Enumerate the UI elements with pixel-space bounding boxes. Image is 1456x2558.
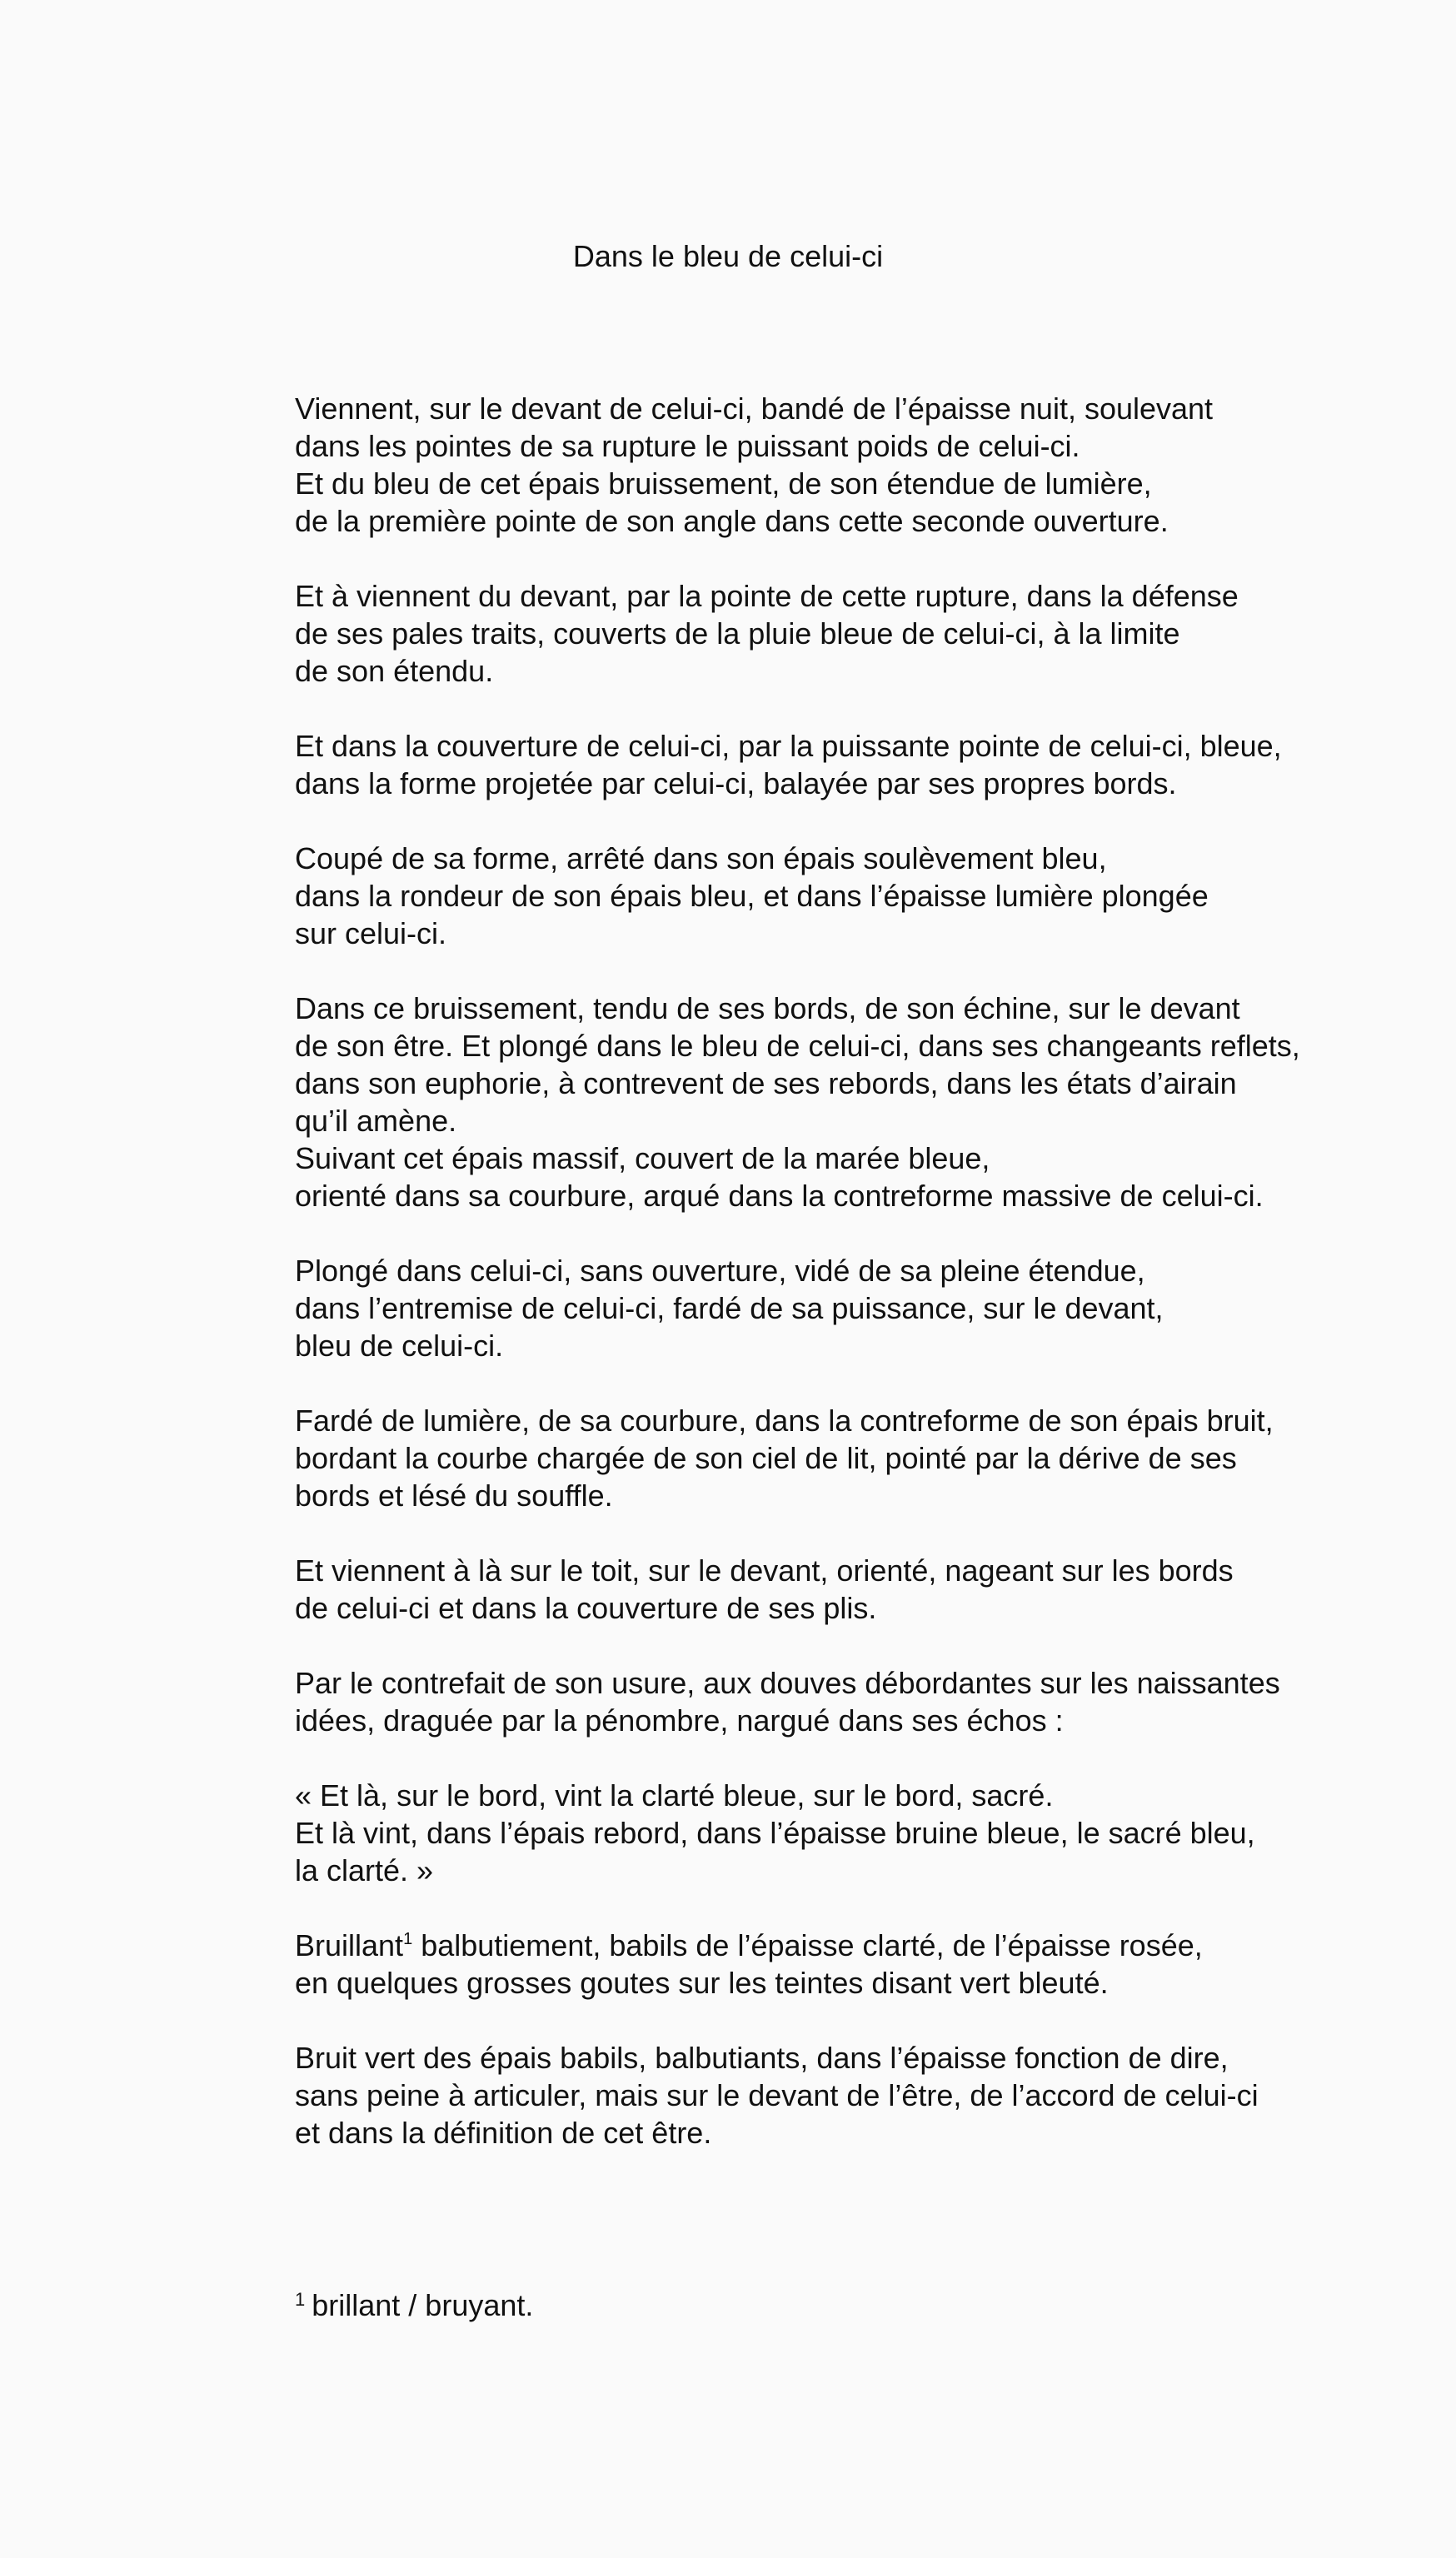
poem-line: de ses pales traits, couverts de la pluie bleue de celui-ci, à la limite: [295, 616, 1180, 651]
poem-body: [295, 390, 1394, 2189]
stanza-11: [295, 1927, 1394, 2002]
poem-line: dans son euphorie, à contrevent de ses rebords, dans les états d’airain: [295, 1066, 1237, 1100]
poem-line: Viennent, sur le devant de celui-ci, bandé de l’épaisse nuit, soulevant: [295, 391, 1214, 426]
stanza-1: [295, 390, 1394, 540]
poem-line: sans peine à articuler, mais sur le devant de l’être, de l’accord de celui-ci: [295, 2078, 1259, 2112]
poem-line: Et à viennent du devant, par la pointe de cette rupture, dans la défense: [295, 579, 1239, 613]
footnote: [295, 2286, 533, 2324]
stanza-12: [295, 2039, 1394, 2152]
poem-line: dans la rondeur de son épais bleu, et dans l’épaisse lumière plongée: [295, 879, 1209, 913]
poem-line: bleu de celui-ci.: [295, 1329, 504, 1363]
poem-line: en quelques grosses goutes sur les teintes disant vert bleuté.: [295, 1966, 1109, 2000]
poem-title: Dans le bleu de celui-ci: [572, 239, 884, 273]
stanza-5: [295, 990, 1394, 1214]
poem-line: Et là vint, dans l’épais rebord, dans l’épaisse bruine bleue, le sacré bleu,: [295, 1816, 1255, 1850]
poem-line: dans la forme projetée par celui-ci, balayée par ses propres bords.: [295, 766, 1177, 800]
stanza-10: [295, 1777, 1394, 1889]
stanza-3: [295, 727, 1394, 802]
poem-line: de la première pointe de son angle dans cette seconde ouverture.: [295, 504, 1169, 538]
footnote-reference[interactable]: 1: [403, 1930, 413, 1948]
stanza-7: [295, 1402, 1394, 1514]
poem-line: bordant la courbe chargée de son ciel de lit, pointé par la dérive de ses: [295, 1441, 1237, 1475]
poem-line: Coupé de sa forme, arrêté dans son épais soulèvement bleu,: [295, 841, 1107, 875]
poem-line: Et dans la couverture de celui-ci, par la puissante pointe de celui-ci, bleue,: [295, 729, 1282, 763]
stanza-8: [295, 1552, 1394, 1627]
poem-line: de celui-ci et dans la couverture de ses plis.: [295, 1591, 877, 1625]
poem-line: Et viennent à là sur le toit, sur le devant, orienté, nageant sur les bords: [295, 1553, 1234, 1588]
poem-line: et dans la définition de cet être.: [295, 2116, 712, 2150]
poem-line: dans l’entremise de celui-ci, fardé de sa puissance, sur le devant,: [295, 1291, 1164, 1325]
poem-line: Plongé dans celui-ci, sans ouverture, vidé de sa pleine étendue,: [295, 1254, 1145, 1288]
poem-line: Fardé de lumière, de sa courbure, dans la contreforme de son épais bruit,: [295, 1404, 1274, 1438]
stanza-2: [295, 577, 1394, 690]
poem-line: la clarté. »: [295, 1853, 434, 1887]
poem-line: « Et là, sur le bord, vint la clarté bleue, sur le bord, sacré.: [295, 1778, 1054, 1813]
poem-line: [295, 1927, 1394, 1964]
footnote-mark: 1: [295, 2289, 306, 2310]
poem-line: de son étendu.: [295, 654, 494, 688]
line-remainder: balbutiement, babils de l’épaisse clarté, de l’épaisse rosée,: [421, 1928, 1203, 1962]
stanza-4: [295, 840, 1394, 952]
stanza-9: [295, 1664, 1394, 1739]
poem-line: Dans ce bruissement, tendu de ses bords, de son échine, sur le devant: [295, 991, 1240, 1025]
poem-line: sur celui-ci.: [295, 916, 447, 950]
lead-word: Bruillant: [295, 1928, 404, 1962]
poem-line: Suivant cet épais massif, couvert de la marée bleue,: [295, 1141, 990, 1175]
poem-line: Et du bleu de cet épais bruissement, de son étendue de lumière,: [295, 466, 1152, 501]
poem-line: idées, draguée par la pénombre, nargué dans ses échos :: [295, 1703, 1064, 1738]
poem-line: de son être. Et plongé dans le bleu de celui-ci, dans ses changeants reflets,: [295, 1029, 1300, 1063]
footnote-text: brillant / bruyant.: [312, 2288, 534, 2322]
poem-line: Bruit vert des épais babils, balbutiants, dans l’épaisse fonction de dire,: [295, 2041, 1229, 2075]
poem-line: Par le contrefait de son usure, aux douves débordantes sur les naissantes: [295, 1666, 1280, 1700]
poem-line: bords et lésé du souffle.: [295, 1478, 613, 1513]
poem-line: orienté dans sa courbure, arqué dans la contreforme massive de celui-ci.: [295, 1179, 1264, 1213]
poem-line: dans les pointes de sa rupture le puissant poids de celui-ci.: [295, 429, 1080, 463]
poem-line: qu’il amène.: [295, 1104, 457, 1138]
stanza-6: [295, 1252, 1394, 1364]
